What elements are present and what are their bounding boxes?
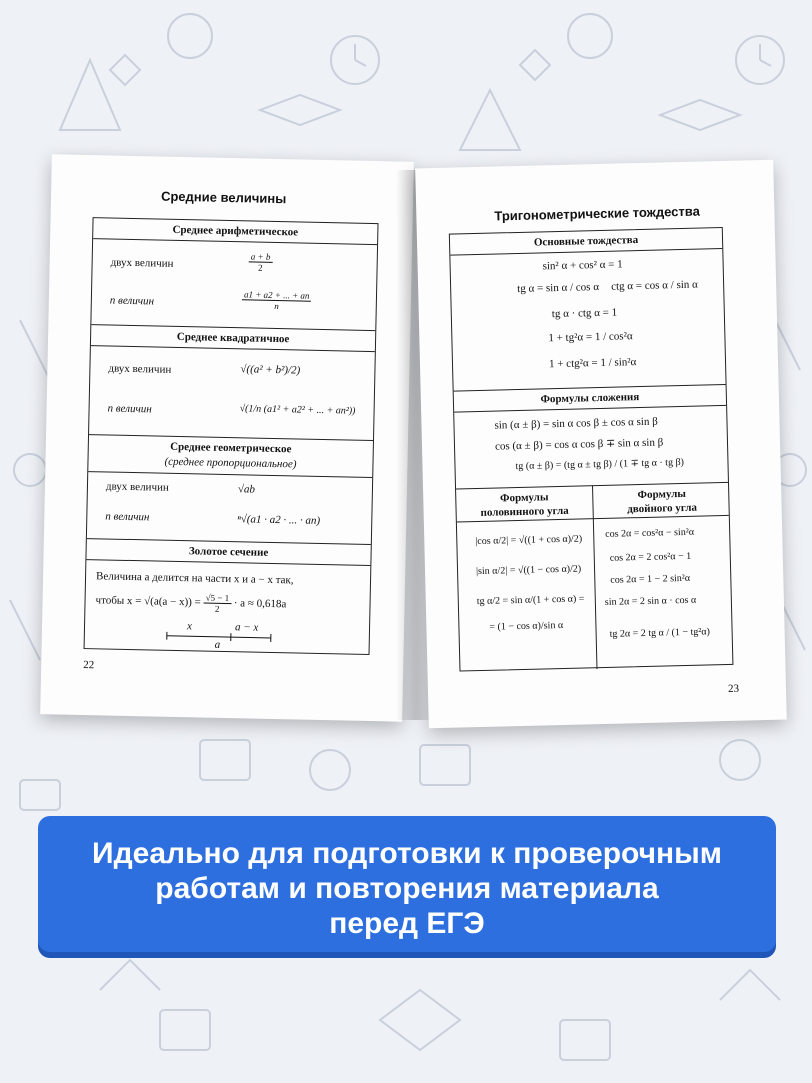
formula: $\frac{a + b}{2}$ <box>248 251 272 272</box>
globe-icon <box>168 14 212 58</box>
formula: |sin α/2| = √((1 − cos α)/2) <box>475 563 582 578</box>
segment-label-a: a <box>214 638 221 651</box>
compass-icon <box>720 970 780 1000</box>
row-label: n величин <box>107 402 152 416</box>
double-angle-header: Формулы двойного угла <box>627 487 698 516</box>
graduation-cap-icon <box>260 95 340 125</box>
calculator-icon <box>560 1020 610 1060</box>
formula: cos 2α = cos²α − sin²α <box>605 526 695 540</box>
formula: cos 2α = 1 − 2 sin²α <box>610 572 691 586</box>
left-page <box>40 154 414 721</box>
formula: = (1 − cos α)/sin α <box>489 619 564 633</box>
formula: √ab <box>237 483 256 496</box>
formula: $\frac{a1 + a2 + ... + an}{n}$ <box>242 289 312 311</box>
formula: sin (α ± β) = sin α cos β ± cos α sin β <box>494 415 658 432</box>
banner-line-3: перед ЕГЭ <box>329 907 485 940</box>
formula: ctg α = cos α / sin α <box>611 278 699 293</box>
row-label: двух величин <box>105 480 169 494</box>
section-header: Среднее геометрическое (среднее пропорциональное) <box>88 434 373 478</box>
promo-banner <box>38 816 776 952</box>
formula: 1 + ctg²α = 1 / sin²α <box>548 356 637 371</box>
microscope-icon <box>310 750 350 790</box>
banner-line-2: работам и повторения материала <box>155 872 659 905</box>
averages-table <box>84 217 379 655</box>
formula: 1 + tg²α = 1 / cos²α <box>548 330 633 345</box>
segment-label-x: x <box>186 620 193 633</box>
banner-text <box>38 836 776 941</box>
calculator-icon <box>160 1010 210 1050</box>
formula: tg α/2 = sin α/(1 + cos α) = <box>476 593 585 608</box>
briefcase-icon <box>20 780 60 810</box>
golden-formula: чтобы x = √(a(a − x)) = $\frac{√5 - 1}{2}$ · a ≈ 0,618a <box>95 592 287 614</box>
section-header: Среднее арифметическое <box>93 218 377 245</box>
formula: ⁿ√(a1 · a2 · ... · an) <box>237 513 321 527</box>
graduation-cap-icon <box>660 100 740 130</box>
formula: tg (α ± β) = (tg α ± tg β) / (1 ∓ tg α · tg β) <box>515 456 685 473</box>
section-header: Основные тождества <box>450 228 722 256</box>
formula: tg α · ctg α = 1 <box>551 306 618 321</box>
formula: √(1/n (a1² + a2² + ... + an²)) <box>239 403 356 417</box>
formula: sin² α + cos² α = 1 <box>542 258 623 273</box>
pencil-icon <box>10 600 40 660</box>
half-angle-header: Формулы половинного угла <box>480 491 569 519</box>
pin-icon <box>110 55 140 85</box>
formula: |cos α/2| = √((1 + cos α)/2) <box>475 533 583 548</box>
open-book <box>40 150 785 730</box>
formula: cos 2α = 2 cos²α − 1 <box>609 550 692 564</box>
row-label: двух величин <box>108 362 172 376</box>
page-number: 23 <box>727 682 740 695</box>
trig-table <box>449 227 734 672</box>
row-label: n величин <box>105 510 150 524</box>
globe-icon <box>568 14 612 58</box>
page-number: 22 <box>83 659 95 672</box>
calculator-icon <box>420 745 470 785</box>
formula: √((a² + b²)/2) <box>240 363 301 377</box>
formula: cos (α ± β) = cos α cos β ∓ sin α sin β <box>494 436 664 453</box>
formula: tg α = sin α / cos α <box>517 281 600 295</box>
calculator-icon <box>200 740 250 780</box>
section-header: Среднее квадратичное <box>91 324 375 352</box>
row-label: двух величин <box>110 256 174 270</box>
pin-icon <box>520 50 550 80</box>
row-label: n величин <box>109 294 155 308</box>
golden-text: Величина a делится на части x и a − x так, <box>95 570 294 587</box>
formula: sin 2α = 2 sin α · cos α <box>604 594 697 608</box>
book-icon <box>380 990 460 1050</box>
segment-label-a-minus-x: a − x <box>234 621 259 634</box>
right-page <box>415 160 787 729</box>
page-title: Тригонометрические тождества <box>494 203 701 224</box>
section-header: Золотое сечение <box>86 538 370 566</box>
section-header: Формулы сложения <box>454 384 726 413</box>
compass-icon <box>100 960 160 990</box>
microscope-icon <box>720 740 760 780</box>
page-title: Средние величины <box>160 188 287 207</box>
triangle-ruler-icon <box>460 90 520 150</box>
banner-line-1: Идеально для подготовки к проверочным <box>92 837 722 870</box>
formula: tg 2α = 2 tg α / (1 − tg²α) <box>609 626 711 640</box>
